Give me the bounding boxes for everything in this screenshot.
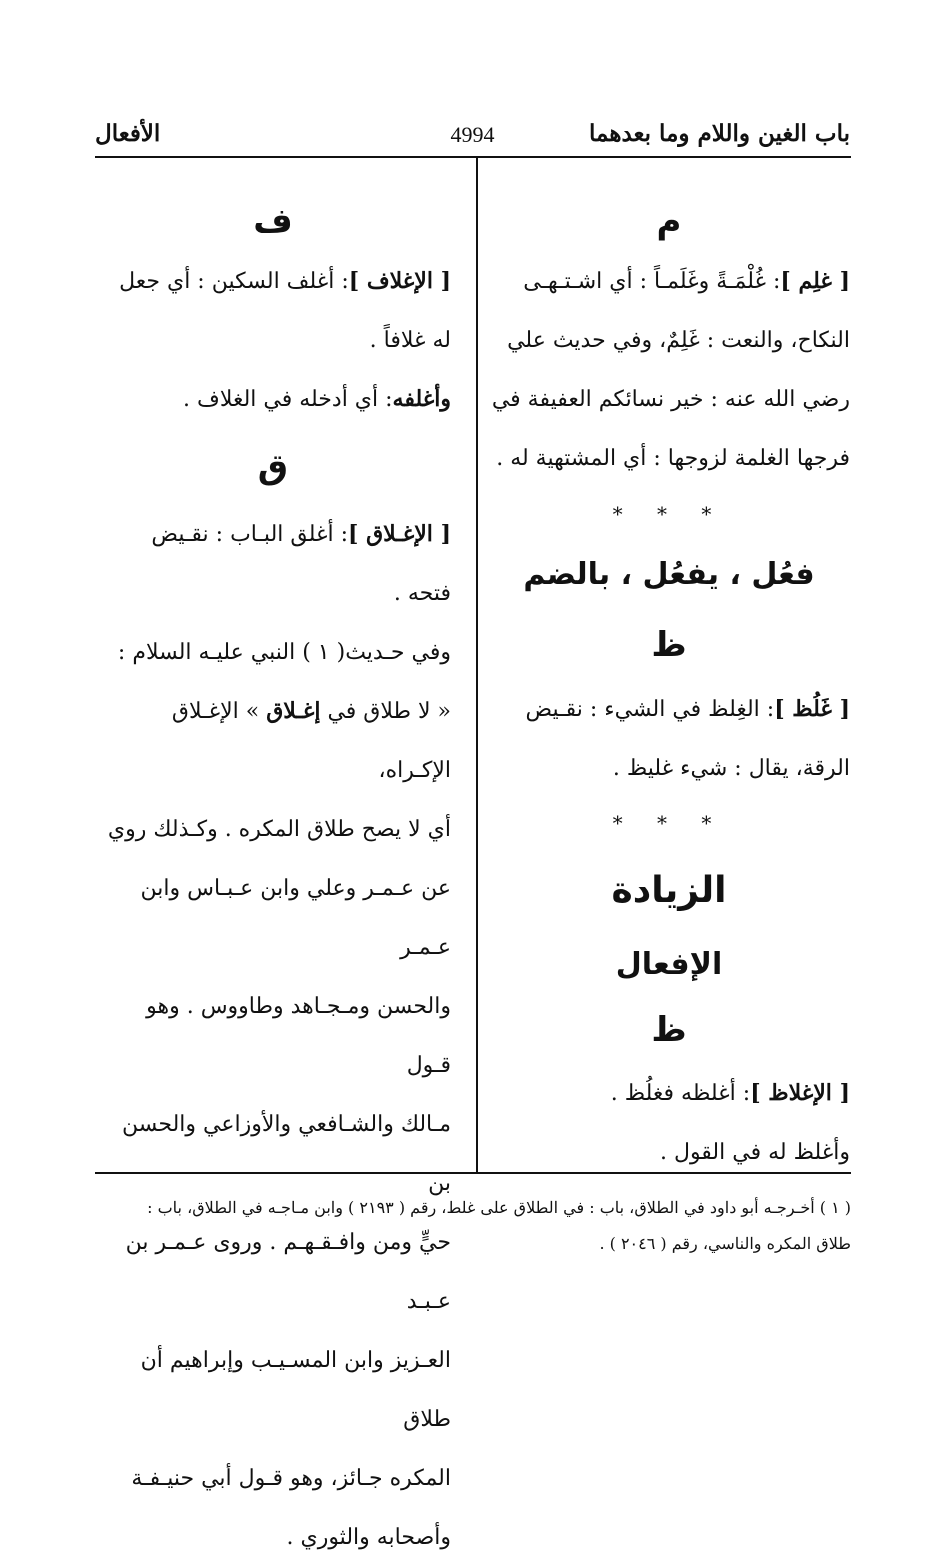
entry-ighlaf-line-2: له غلافاً . [369, 328, 451, 353]
running-header [95, 118, 850, 158]
hadith-line-3: أي لا يصح طلاق المكره . وكـذلك روي [107, 817, 451, 842]
entry-aghlafahu-term: وأغلفه [392, 386, 451, 412]
hadith-line-10: وأصحابه والثوري . [286, 1525, 451, 1550]
entry-ghalim-line-4: فرجها الغلمة لزوجها : أي المشتهية له . [496, 446, 850, 471]
column-divider [476, 157, 478, 1172]
entry-ghalim-line-2: النكاح، والنعت : غَلِمٌ، وفي حديث علي [507, 328, 850, 353]
entry-ghaluza-term: [ غَلُظ ] [774, 696, 850, 722]
entry-ighlaz-line-1 [488, 1064, 850, 1123]
entry-ighlaz-line-2: وأغلظ له في القول . [659, 1140, 850, 1165]
ifal-heading: الإفعال [615, 947, 723, 982]
right-column [488, 190, 850, 1182]
separator-stars-2: * * * [612, 811, 726, 835]
entry-ighlaz-term: [ الإغلاظ ] [750, 1080, 850, 1106]
letter-heading-zha-1: ظ [651, 625, 687, 665]
footnote-line-2: طلاق المكره والناسي، رقم ( ٢٠٤٦ ) . [599, 1234, 851, 1253]
letter-heading-zha-2: ظ [651, 1010, 687, 1050]
entry-ghaluza-line-1 [488, 680, 850, 739]
hadith-line-5: والحسن ومـجـاهد وطاووس . وهو قـول [146, 994, 451, 1078]
entry-ghaluza-line-2: الرقة، يقال : شيء غليظ . [612, 756, 850, 781]
hadith-line-8: العـزيز وابن المسـيـب وإبراهيم أن طلاق [140, 1348, 451, 1432]
entry-ighlaf-line-1 [95, 252, 451, 311]
letter-heading-fa: ف [253, 201, 293, 241]
chapter-title: باب الغين واللام وما بعدهما [589, 120, 850, 147]
entry-ighlaf-term: [ الإغلاف ] [348, 268, 451, 294]
ziyada-heading: الزيادة [611, 870, 727, 911]
hadith-line-9: المكره جـائز، وهو قـول أبي حنيـفـة [131, 1466, 451, 1491]
hadith-line-2 [95, 682, 451, 800]
entry-ighlaq-line-1 [95, 505, 451, 564]
section-title: الأفعال [95, 120, 161, 147]
hadith-term-ighlaq: إغـلاق [266, 698, 321, 724]
letter-heading-qaf: ق [257, 447, 289, 487]
entry-ghalim-term: [ غلِم ] [780, 268, 850, 294]
section-heading-fa3ula: فعُل ، يفعُل ، بالضم [523, 557, 815, 592]
hadith-line-6: مـالك والشـافعي والأوزاعي والحسن بن [122, 1112, 451, 1196]
entry-ighlaq-text: : أغلق البـاب : نقـيض [151, 522, 349, 547]
entry-ighlaf-line-3 [95, 370, 451, 429]
entry-ghalim-line-3: رضي الله عنه : خير نسائكم العفيفة في [491, 387, 850, 412]
entry-ighlaq-line-2: فتحه . [393, 581, 451, 606]
hadith-line-1: وفي حـديث( ١ ) النبي عليـه السلام : [117, 640, 451, 665]
entry-ighlaz-text: : أغلظه فغلُظ . [610, 1081, 751, 1106]
entry-ighlaf-text: : أغلف السكين : أي جعل [119, 269, 349, 294]
hadith-quote-end: » الإغـلاق الإكـراه، [171, 699, 451, 783]
hadith-line-4: عن عـمـر وعلي وابن عـبـاس وابن عـمـر [140, 876, 451, 960]
entry-ghaluza-text: : الغِلظ في الشيء : نقـيض [525, 697, 775, 722]
page-number: 4994 [450, 122, 495, 147]
footnote [95, 1190, 851, 1262]
entry-ighlaq-term: [ الإغـلاق ] [348, 521, 451, 547]
letter-heading-mim: م [656, 201, 682, 241]
entry-ghalim-line-1 [488, 252, 850, 311]
separator-stars-1: * * * [612, 502, 726, 526]
footnote-rule [95, 1172, 851, 1174]
header-rule [95, 156, 851, 158]
hadith-line-7: حيٍّ ومن وافـقـهـم . وروى عـمـر بن عـبـد [125, 1230, 451, 1314]
entry-ghalim-text: : غُلْمَـةً وغَلَمـاً : أي اشـتـهـى [523, 269, 781, 294]
entry-aghlafahu-text: : أي أدخله في الغلاف . [183, 387, 393, 412]
footnote-line-1: ( ١ ) أخـرجـه أبو داود في الطلاق، باب : في الطلاق على غلط، رقم ( ٢١٩٣ ) وابن مـاجـه في الطلاق، باب : [147, 1198, 851, 1217]
hadith-quote-start: « لا طلاق في [320, 699, 451, 724]
left-column [95, 190, 451, 1567]
